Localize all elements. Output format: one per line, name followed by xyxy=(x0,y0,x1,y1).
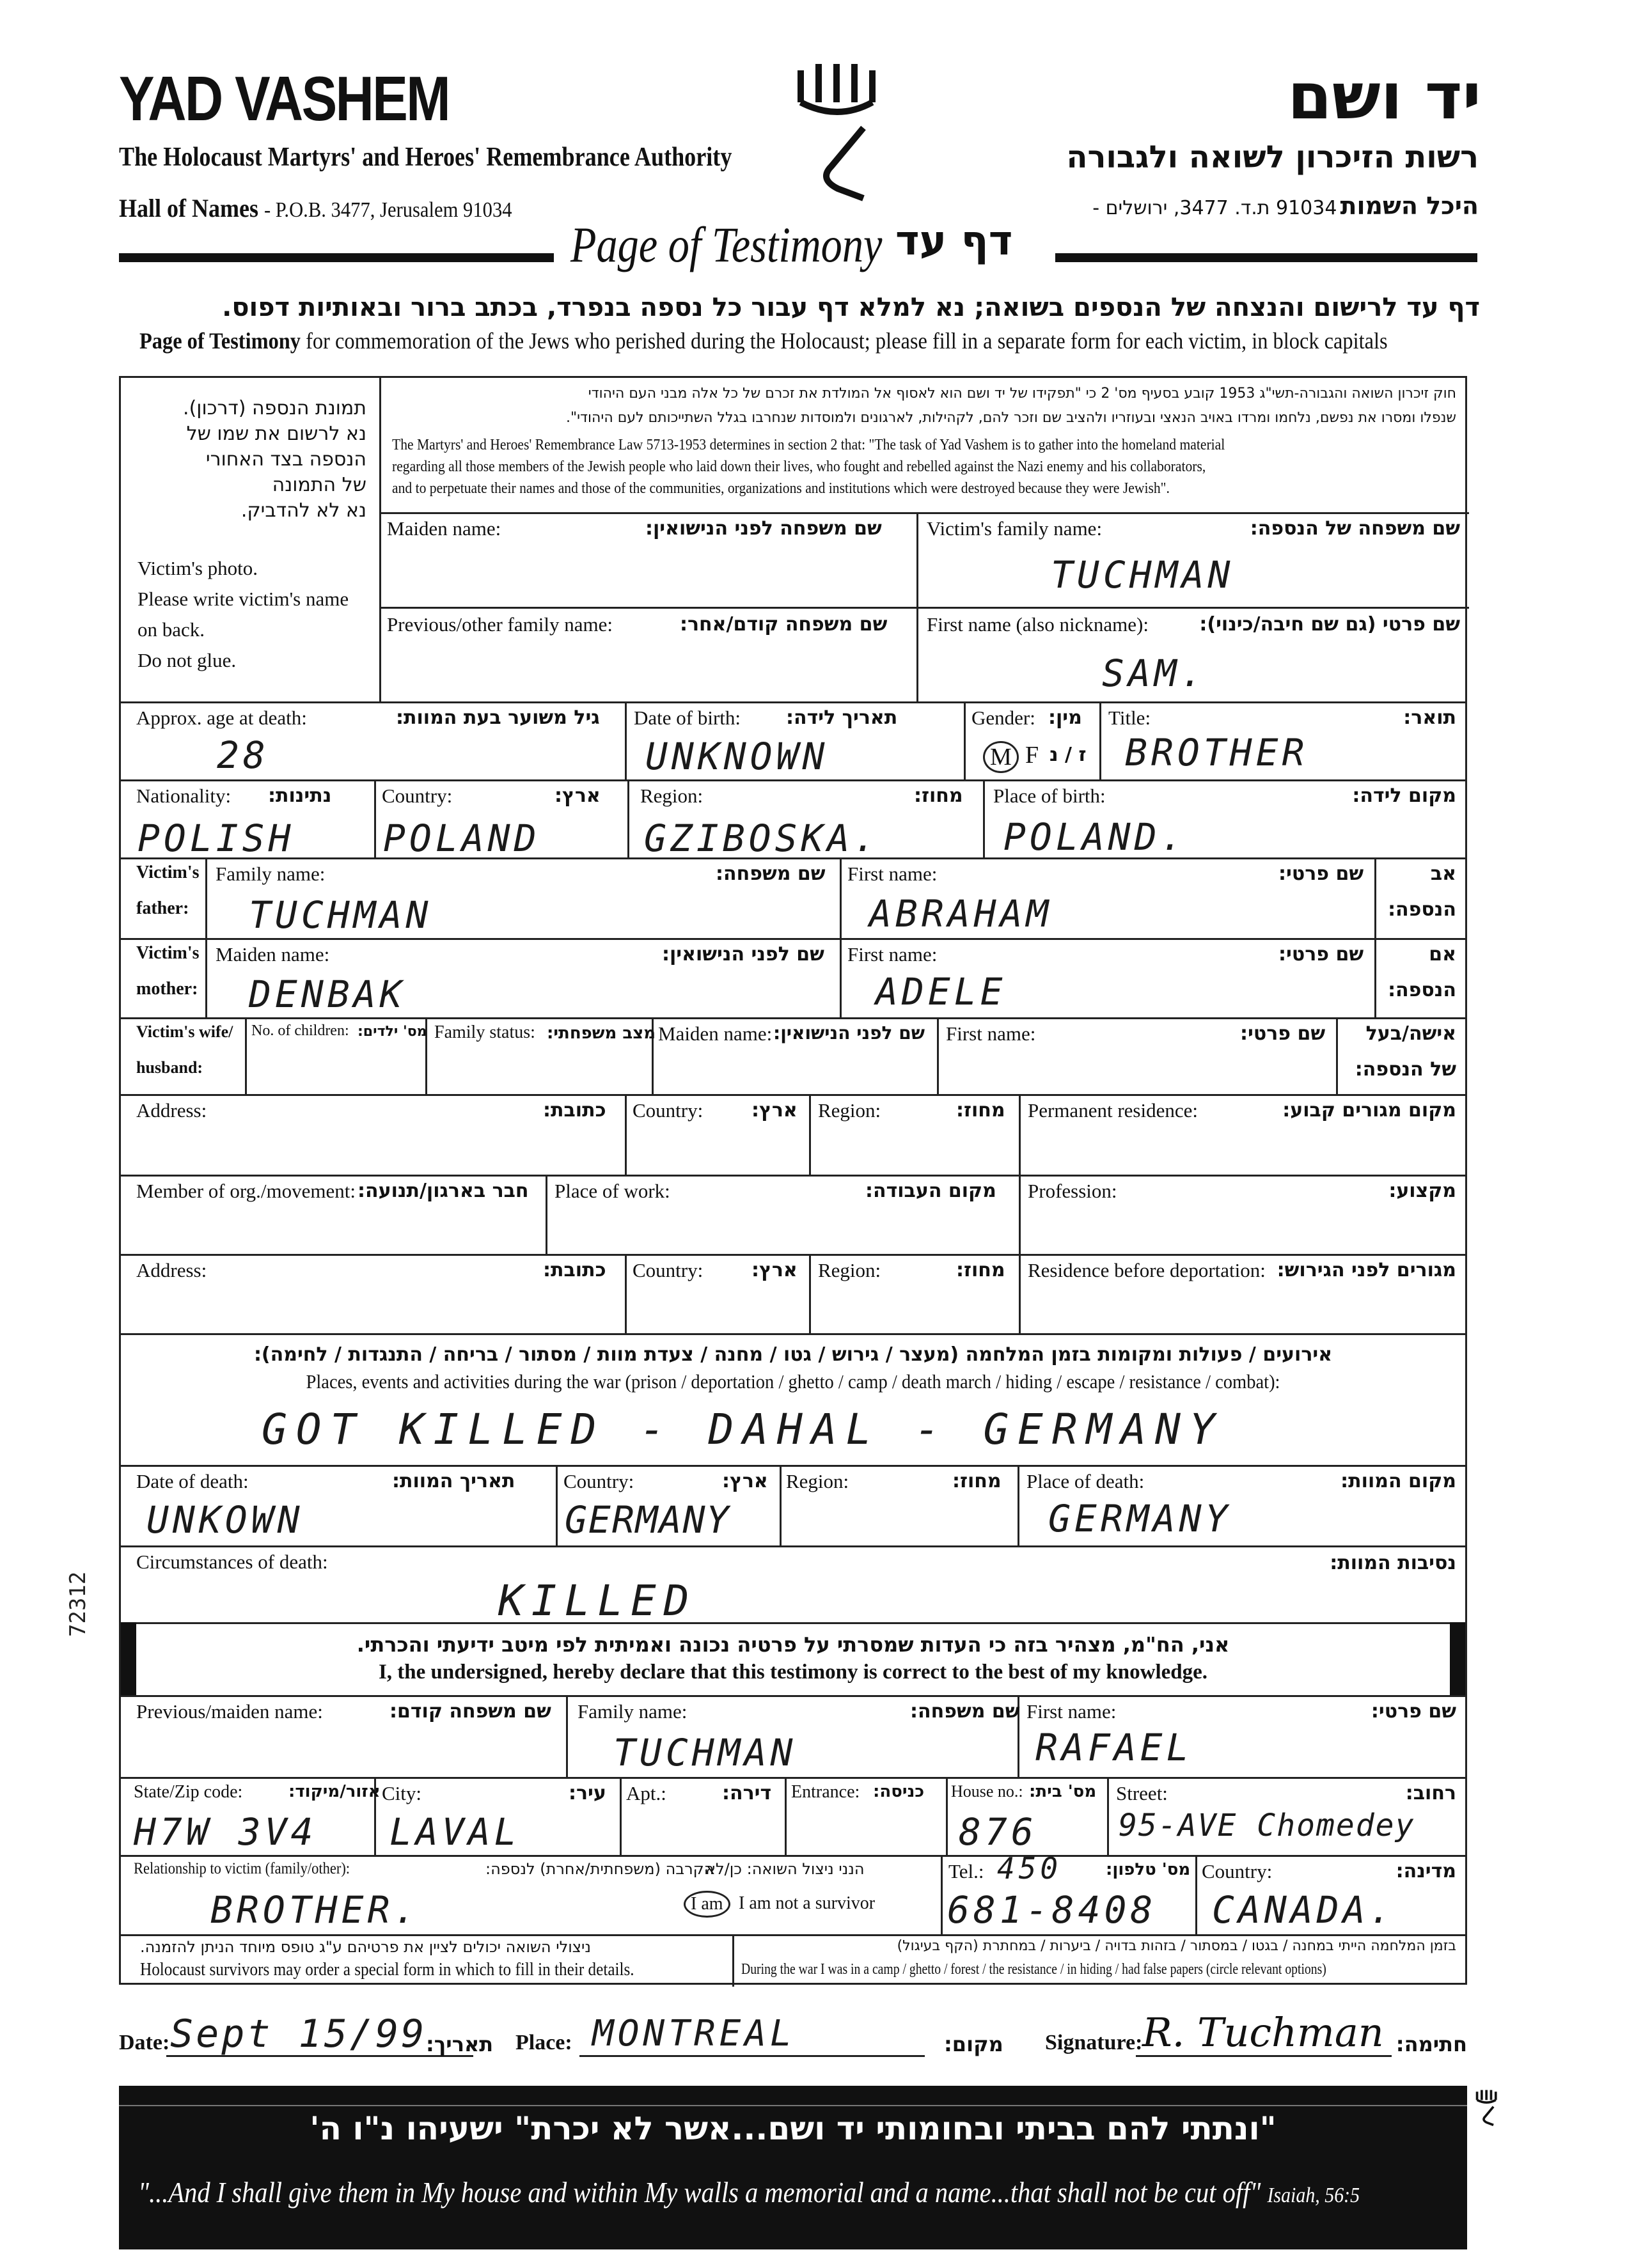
row-address xyxy=(121,1094,1465,1175)
children-label: No. of children: xyxy=(251,1022,349,1039)
mother-maiden-label: Maiden name: xyxy=(216,943,330,966)
country[interactable]: POLAND xyxy=(383,817,540,860)
page-title-en: Page of Testimony xyxy=(570,217,883,272)
law-text-he: חוק זיכרון השואה והגבורה-תשי"ג 1953 קובע בסעיף מס' 2 כי "תפקידו של יד ושם הוא לאסוף אל המולדת את זכרם של כל אלה מבני העם היהודי xyxy=(588,386,1456,402)
place-label-he: מקום: xyxy=(944,2032,1003,2056)
gender-male-circled[interactable]: M xyxy=(983,741,1019,773)
title-bar-right xyxy=(1055,253,1477,262)
entrance-label: Entrance: xyxy=(791,1782,860,1802)
relationship[interactable]: BROTHER. xyxy=(210,1888,420,1932)
age-at-death[interactable]: 28 xyxy=(217,733,269,777)
apt-label-he: דירה: xyxy=(722,1782,772,1804)
father-label: father: xyxy=(136,898,189,918)
first-name-label-he: שם פרטי (גם שם חיבה/כינוי): xyxy=(1199,613,1460,636)
gender-label: Gender: xyxy=(971,707,1035,729)
row-submitter-name xyxy=(121,1695,1465,1777)
org-name-he: יד ושם xyxy=(1287,59,1481,134)
address-country-label: Country: xyxy=(633,1099,703,1122)
yad-vashem-small-logo xyxy=(1475,2088,1500,2127)
survivor-yes-circled[interactable]: I am xyxy=(684,1891,730,1918)
relationship-label: Relationship to victim (family/other): xyxy=(134,1860,350,1877)
family-status-label: Family status: xyxy=(434,1022,535,1042)
submitter-country-label: Country: xyxy=(1202,1860,1273,1882)
title-bar-left xyxy=(119,253,554,262)
photo-instruction-en: Do not glue. xyxy=(138,649,237,671)
row-death xyxy=(121,1465,1465,1545)
hall-of-names-en: Hall of Names - P.O.B. 3477, Jerusalem 91034 xyxy=(119,194,512,223)
victim-first-name[interactable]: SAM. xyxy=(1102,652,1207,695)
photo-instruction-he: של התמונה xyxy=(272,474,366,496)
spouse-label: Victim's wife/ xyxy=(136,1022,233,1041)
place-label: Place: xyxy=(515,2031,572,2054)
submitter-first-label-he: שם פרטי: xyxy=(1371,1700,1456,1723)
date-label-he: תאריך: xyxy=(426,2032,494,2056)
family-status-label-he: מצב משפחתי: xyxy=(547,1024,656,1043)
pod-label: Place of death: xyxy=(1026,1470,1145,1492)
profession-label: Profession: xyxy=(1028,1180,1117,1202)
father-family-label-he: שם משפחה: xyxy=(716,863,826,885)
work-label: Place of work: xyxy=(554,1180,670,1202)
photo-instruction-he: תמונת הנספה (דרכון). xyxy=(183,397,366,419)
date-label: Date: xyxy=(119,2031,170,2054)
mother-first-name[interactable]: ADELE xyxy=(876,970,1007,1013)
mother-maiden-name[interactable]: DENBAK xyxy=(249,973,406,1016)
dod-label: Date of death: xyxy=(136,1470,249,1492)
address-label: Address: xyxy=(136,1099,207,1122)
law-text-he: שנפלו ומסרו את נפשם, נלחמו ומרדו באויב הנאצי ובעוזריו ולהציב שם וזכר להם, לקהילות, לארגונים ולמוסדות שנחרבו בגלל השתייכותם לעם היהודי". xyxy=(566,410,1456,426)
submitter-street[interactable]: 95-AVE Chomedey xyxy=(1119,1808,1415,1843)
previous-name-label: Previous/other family name: xyxy=(387,613,613,636)
place-of-death[interactable]: GERMANY xyxy=(1048,1497,1232,1540)
spouse-label: husband: xyxy=(136,1058,203,1077)
submitter-prev-label: Previous/maiden name: xyxy=(136,1700,323,1723)
authority-en: The Holocaust Martyrs' and Heroes' Remembrance Authority xyxy=(119,143,732,172)
submitter-country-label-he: מדינה: xyxy=(1395,1860,1456,1882)
family-name-label: Victim's family name: xyxy=(927,517,1103,540)
photo-instruction-en: Please write victim's name xyxy=(138,588,349,610)
row-father xyxy=(121,857,1465,938)
declaration-en: I, the undersigned, hereby declare that this testimony is correct to the best of my knowledge. xyxy=(378,1661,1208,1684)
res-country-label-he: ארץ: xyxy=(751,1259,798,1281)
row-circumstances xyxy=(121,1545,1465,1625)
pob-label-he: מקום לידה: xyxy=(1352,785,1456,807)
law-text-en: regarding all those members of the Jewish people who laid down their lives, who fought and rebelled against the Nazi enemy and his collaborators, xyxy=(392,458,1206,475)
family-name-label-he: שם משפחה של הנספה: xyxy=(1250,517,1460,540)
nationality[interactable]: POLISH xyxy=(138,817,295,860)
father-label-he: הנספה: xyxy=(1388,898,1456,921)
signature[interactable]: R. Tuchman xyxy=(1142,2009,1384,2056)
zip-label: State/Zip code: xyxy=(134,1782,243,1802)
address-label-he: כתובת: xyxy=(543,1099,606,1122)
house-label-he: מס' בית: xyxy=(1029,1782,1097,1801)
special-form-en: Holocaust survivors may order a special form in which to fill in their details. xyxy=(140,1960,634,1980)
verse-en: "...And I shall give them in My house and within My walls a memorial and a name...that shall not be cut off" Isaiah, 56:5 xyxy=(138,2176,1360,2209)
pod-label-he: מקום המוות: xyxy=(1340,1470,1456,1492)
row-residence xyxy=(121,1254,1465,1333)
father-first-label-he: שם פרטי: xyxy=(1278,863,1364,885)
mother-maiden-label-he: שם לפני הנישואין: xyxy=(662,943,824,966)
mother-label: mother: xyxy=(136,979,198,999)
row-spouse xyxy=(121,1017,1465,1094)
mother-first-label: First name: xyxy=(847,943,938,966)
photo-instruction-en: on back. xyxy=(138,618,205,641)
row-age xyxy=(121,701,1465,779)
law-text-en: and to perpetuate their names and those of the communities, organizations and institutions which were destroyed because they were Jewish". xyxy=(392,480,1170,497)
page-title-he: דף עד xyxy=(895,217,1013,265)
res-country-label: Country: xyxy=(633,1259,703,1281)
date-of-death[interactable]: UNKOWN xyxy=(146,1498,304,1542)
submitter-family-name[interactable]: TUCHMAN xyxy=(613,1731,797,1774)
side-number: 72312 xyxy=(65,1571,91,1637)
previous-name-label-he: שם משפחה קודם/אחר: xyxy=(680,613,888,636)
signature-label-he: חתימה: xyxy=(1395,2032,1467,2056)
title-label-he: תואר: xyxy=(1403,707,1456,729)
submitter-prev-label-he: שם משפחה קודם: xyxy=(389,1700,551,1723)
father-first-name[interactable]: ABRAHAM xyxy=(869,892,1053,935)
house-label: House no.: xyxy=(951,1782,1023,1801)
authority-he: רשות הזיכרון לשואה ולגבורה xyxy=(1066,139,1479,175)
victim-family-name[interactable]: TUCHMAN xyxy=(1051,553,1234,597)
nationality-label: Nationality: xyxy=(136,785,232,807)
maiden-name-label: Maiden name: xyxy=(387,517,501,540)
region-label-he: מחוז: xyxy=(914,785,963,807)
work-label-he: מקום העבודה: xyxy=(865,1180,996,1202)
relationship-label-he: הקרבה (משפחתית/אחרת) לנספה: xyxy=(485,1860,714,1878)
special-form-he: ניצולי השואה יכולים לציין את פרטיהם ע"ג טופס מיוחד הניתן להזמנה. xyxy=(140,1938,591,1956)
entrance-label-he: כניסה: xyxy=(873,1782,925,1801)
gender-he: ז / נ xyxy=(1049,744,1087,766)
circumstances-label: Circumstances of death: xyxy=(136,1551,328,1573)
father-label: Victim's xyxy=(136,863,200,882)
address-region-label-he: מחוז: xyxy=(956,1099,1005,1122)
photo-instruction-he: הנספה בצד האחורי xyxy=(205,448,366,471)
name-section xyxy=(379,512,1469,701)
war-label: Places, events and activities during the war (prison / deportation / ghetto / camp / death march / hiding / escape / resistance / combat): xyxy=(306,1370,1280,1393)
address-region-label: Region: xyxy=(818,1099,881,1122)
mother-label-he: אם xyxy=(1429,943,1456,966)
intro-he: דף עד לרישום והנצחה של הנספים בשואה; נא למלא דף עבור כל נספה בנפרד, בכתב ברור ובאותיות דפוס. xyxy=(222,293,1480,322)
spouse-label-he: של הנספה: xyxy=(1355,1058,1456,1081)
profession-label-he: מקצוע: xyxy=(1388,1180,1456,1202)
declaration xyxy=(121,1622,1465,1695)
row-war xyxy=(121,1333,1465,1465)
spouse-first-label: First name: xyxy=(946,1022,1036,1045)
first-name-label: First name (also nickname): xyxy=(927,613,1149,636)
victim-title[interactable]: BROTHER xyxy=(1125,731,1309,774)
children-label-he: מס' ילדים: xyxy=(358,1024,427,1040)
street-label-he: רחוב: xyxy=(1405,1782,1456,1804)
city-label: City: xyxy=(382,1782,422,1804)
during-war-en[interactable]: During the war I was in a camp / ghetto / forest / the resistance / in hiding / had false papers (circle relevant options) xyxy=(741,1961,1326,1978)
submitter-family-label-he: שם משפחה: xyxy=(910,1700,1020,1723)
place-of-birth[interactable]: POLAND. xyxy=(1003,815,1187,859)
submitter-zip[interactable]: H7W 3V4 xyxy=(134,1810,317,1854)
law-text-en: The Martyrs' and Heroes' Remembrance Law 5713-1953 determines in section 2 that: "The task of Yad Vashem is to gather into the homeland material xyxy=(392,437,1225,453)
residence-deportation-label-he: מגורים לפני הגירוש: xyxy=(1277,1259,1456,1281)
region-label: Region: xyxy=(640,785,703,807)
spouse-maiden-label: Maiden name: xyxy=(658,1022,773,1045)
testimony-form xyxy=(119,376,1467,1985)
submitter-city[interactable]: LAVAL xyxy=(389,1810,521,1854)
submitter-tel[interactable]: 681-8408 xyxy=(947,1888,1157,1932)
survivor-no[interactable]: I am not a survivor xyxy=(739,1893,876,1913)
submitter-first-name[interactable]: RAFAEL xyxy=(1035,1726,1193,1769)
spouse-maiden-label-he: שם לפני הנישואין: xyxy=(773,1022,925,1044)
res-address-label-he: כתובת: xyxy=(543,1259,606,1281)
mother-first-label-he: שם פרטי: xyxy=(1278,943,1364,966)
circumstances-of-death[interactable]: KILLED xyxy=(498,1576,697,1625)
death-region-label: Region: xyxy=(786,1470,849,1492)
maiden-name-label-he: שם משפחה לפני הנישואין: xyxy=(645,517,882,540)
date-of-birth[interactable]: UNKNOWN xyxy=(645,735,829,778)
verse-he: "ונתתי להם בביתי ובחומותי יד ושם...אשר לא יכרת" ישעיהו נ"ו ה' xyxy=(310,2110,1277,2147)
org-label: Member of org./movement: xyxy=(136,1180,356,1202)
country-label: Country: xyxy=(382,785,453,807)
survivor-label-he: הנני ניצול השואה: כן/לא xyxy=(705,1860,865,1878)
tel-label-he: מס' טלפון: xyxy=(1106,1860,1191,1879)
signature-row xyxy=(119,2005,1467,2063)
org-label-he: חבר בארגון/תנועה: xyxy=(358,1180,529,1202)
submitter-family-label: Family name: xyxy=(578,1700,688,1723)
org-name-en: YAD VASHEM xyxy=(119,63,450,134)
region[interactable]: GZIBOSKA. xyxy=(644,817,880,860)
row-special-form xyxy=(121,1934,1465,1987)
declaration-he: אני, הח"מ, מצהיר בזה כי העדות שמסרתי על פרטיה נכונה ואמיתית לפי מיטב ידיעתי והכרתי. xyxy=(356,1632,1230,1657)
father-family-name[interactable]: TUCHMAN xyxy=(249,893,432,937)
death-country-label: Country: xyxy=(563,1470,634,1492)
city-label-he: עיר: xyxy=(569,1782,606,1804)
father-family-label: Family name: xyxy=(216,863,326,885)
death-region-label-he: מחוז: xyxy=(952,1470,1002,1492)
mother-label: Victim's xyxy=(136,943,200,963)
gender-female[interactable]: F xyxy=(1025,742,1039,769)
spouse-first-label-he: שם פרטי: xyxy=(1240,1022,1326,1045)
street-label: Street: xyxy=(1116,1782,1168,1804)
country-label-he: ארץ: xyxy=(554,785,601,807)
res-region-label-he: מחוז: xyxy=(956,1259,1005,1281)
gender-label-he: מין: xyxy=(1048,707,1082,729)
res-address-label: Address: xyxy=(136,1259,207,1281)
residence-deportation-label: Residence before deportation: xyxy=(1028,1259,1266,1281)
dod-label-he: תאריך המוות: xyxy=(392,1470,515,1492)
permanent-residence-label: Permanent residence: xyxy=(1028,1099,1198,1122)
permanent-residence-label-he: מקום מגורים קבוע: xyxy=(1282,1099,1456,1122)
circumstances-label-he: נסיבות המוות: xyxy=(1330,1552,1456,1574)
during-war-he: בזמן המלחמה הייתי במחנה / בגטו / במסתור / בזהות בדויה / ביערות / במחתרת (הקף בעיגול) xyxy=(897,1938,1456,1954)
submitter-house-no[interactable]: 876 xyxy=(959,1810,1037,1854)
war-label-he: אירועים / פעולות ומקומות בזמן המלחמה (מעצר / גירוש / גטו / מחנה / צעדת מוות / מסתור / בריחה / התנגדות / לחימה): xyxy=(253,1343,1333,1366)
apt-label: Apt.: xyxy=(626,1782,666,1804)
title-label: Title: xyxy=(1108,707,1151,729)
pob-label: Place of birth: xyxy=(993,785,1106,807)
submission-place[interactable]: MONTREAL xyxy=(592,2013,796,2054)
dob-label: Date of birth: xyxy=(634,707,741,729)
father-label-he: אב xyxy=(1430,863,1456,885)
tel-label: Tel.: xyxy=(948,1860,984,1882)
row-relationship xyxy=(121,1851,1465,1934)
photo-instruction-en: Victim's photo. xyxy=(138,557,258,579)
submitter-country[interactable]: CANADA. xyxy=(1212,1888,1395,1932)
signature-label: Signature: xyxy=(1045,2031,1143,2054)
zip-label-he: אזור/מיקוד: xyxy=(288,1782,381,1801)
row-org xyxy=(121,1175,1465,1254)
law-text xyxy=(379,378,1469,514)
address-country-label-he: ארץ: xyxy=(751,1099,798,1122)
death-country-label-he: ארץ: xyxy=(722,1470,768,1492)
row-submitter-address xyxy=(121,1777,1465,1855)
footer-bar xyxy=(119,2086,1467,2249)
yad-vashem-logo xyxy=(793,58,889,205)
nationality-label-he: נתינות: xyxy=(268,785,332,807)
dob-label-he: תאריך לידה: xyxy=(786,707,898,729)
submitter-tel-area[interactable]: 450 xyxy=(997,1851,1062,1886)
age-label-he: גיל משוער בעת המוות: xyxy=(396,707,600,729)
photo-box xyxy=(121,378,381,701)
submission-date[interactable]: Sept 15/99 xyxy=(170,2012,427,2056)
age-label: Approx. age at death: xyxy=(136,707,307,729)
death-country[interactable]: GERMANY xyxy=(565,1498,730,1542)
hall-of-names-he: היכל השמות 91034 ת.ד. 3477, ירושלים - xyxy=(1092,192,1479,220)
submitter-first-label: First name: xyxy=(1026,1700,1117,1723)
intro-en: Page of Testimony for commemoration of the Jews who perished during the Holocaust; please fill in a separate form for each victim, in block capitals xyxy=(139,328,1388,354)
res-region-label: Region: xyxy=(818,1259,881,1281)
spouse-label-he: אישה/בעל xyxy=(1365,1022,1456,1045)
photo-instruction-he: נא לרשום את שמו של xyxy=(186,423,366,445)
photo-instruction-he: נא לא להדביק. xyxy=(240,499,366,522)
row-nationality xyxy=(121,779,1465,860)
mother-label-he: הנספה: xyxy=(1388,979,1456,1001)
war-events[interactable]: GOT KILLED - DAHAL - GERMANY xyxy=(262,1405,1224,1454)
father-first-label: First name: xyxy=(847,863,938,885)
row-mother xyxy=(121,938,1465,1017)
